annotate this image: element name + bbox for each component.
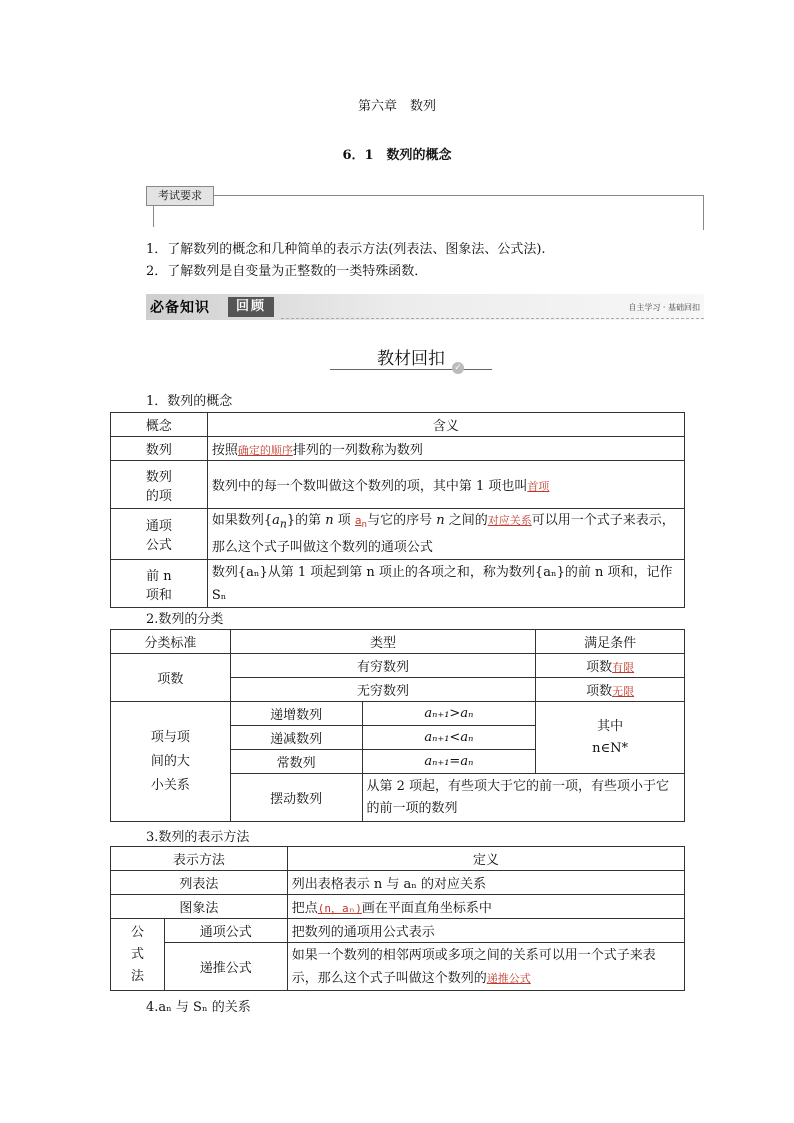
table-cell-type: 递减数列 bbox=[230, 726, 362, 750]
answer-blank: (n，aₙ) bbox=[317, 902, 362, 915]
table-header-cell: 概念 bbox=[111, 413, 208, 437]
text: 与它的序号 bbox=[367, 513, 437, 528]
variable: n bbox=[436, 513, 445, 528]
text: n∈N* bbox=[592, 740, 629, 756]
table-cell-condition bbox=[536, 678, 685, 702]
text: 法 bbox=[130, 968, 144, 984]
table-cell-criterion: 项数 bbox=[111, 654, 231, 702]
text: 如果一个数列的相邻两项或多项之间的关系可以用一个式子来表示，那么这个式子叫做这个数列的 bbox=[291, 947, 656, 986]
answer-blank: 无限 bbox=[612, 685, 635, 698]
check-icon: ✓ bbox=[452, 362, 464, 374]
text: 可以用一个式子来表示，那么这个式子叫做这个数列的通项公式 bbox=[211, 513, 675, 556]
table-cell-definition bbox=[207, 437, 684, 461]
text: 项数 bbox=[586, 660, 613, 675]
variable: n bbox=[325, 513, 334, 528]
table-cell-note bbox=[536, 702, 685, 774]
classification-table bbox=[110, 629, 685, 822]
section-title: 6．1 数列的概念 bbox=[342, 148, 452, 163]
table-cell-term: 数列 bbox=[111, 437, 208, 461]
table-cell-term bbox=[111, 560, 208, 608]
answer-blank: 递推公式 bbox=[486, 971, 531, 985]
divider bbox=[153, 205, 154, 227]
representation-table bbox=[110, 846, 685, 991]
text: 项 bbox=[333, 513, 355, 528]
banner-right-text: 自主学习 · 基础回扣 bbox=[628, 303, 700, 312]
divider bbox=[330, 369, 492, 370]
table-cell-definition bbox=[207, 461, 684, 509]
text: 其中 bbox=[597, 718, 624, 734]
exam-requirement-item: 1．了解数列的概念和几种简单的表示方法(列表法、图象法、公式法). bbox=[146, 242, 546, 257]
divider bbox=[146, 195, 703, 196]
table-cell-term bbox=[111, 461, 208, 509]
text: 项和 bbox=[145, 587, 172, 603]
text: 数列中的每一个数叫做这个数列的项，其中第 1 项也叫 bbox=[211, 479, 528, 494]
table-cell-method: 递推公式 bbox=[164, 943, 287, 991]
answer-blank: 对应关系 bbox=[487, 514, 532, 527]
text: 排列的一列数称为数列 bbox=[292, 443, 423, 458]
exam-requirements-box bbox=[146, 186, 704, 230]
exam-requirement-item: 2．了解数列是自变量为正整数的一类特殊函数． bbox=[146, 264, 428, 279]
table-cell-method: 通项公式 bbox=[164, 919, 287, 943]
text: 如果数列{ bbox=[211, 513, 273, 528]
table-cell-method-group bbox=[111, 919, 165, 991]
text: 项数 bbox=[586, 684, 613, 699]
chapter-title: 第六章 数列 bbox=[357, 99, 436, 114]
table-header-cell: 表示方法 bbox=[111, 847, 288, 871]
exam-requirements-tab: 考试要求 bbox=[146, 186, 214, 206]
text: 数列 bbox=[145, 469, 172, 485]
table-header-cell: 定义 bbox=[287, 847, 684, 871]
table-header-cell: 含义 bbox=[207, 413, 684, 437]
table-cell-condition: aₙ₊₁>aₙ bbox=[362, 702, 536, 726]
table-cell-definition bbox=[287, 895, 684, 919]
variable: a bbox=[272, 513, 280, 528]
table-header-cell: 类型 bbox=[230, 630, 535, 654]
divider bbox=[703, 195, 704, 230]
table-cell-condition bbox=[536, 654, 685, 678]
text: 画在平面直角坐标系中 bbox=[361, 901, 492, 916]
table-cell-definition: 列出表格表示 n 与 aₙ 的对应关系 bbox=[287, 871, 684, 895]
table-header-cell: 满足条件 bbox=[536, 630, 685, 654]
answer-blank: 确定的顺序 bbox=[237, 444, 293, 457]
divider bbox=[281, 318, 704, 319]
answer-blank: 有限 bbox=[612, 661, 635, 674]
table-cell-type: 无穷数列 bbox=[230, 678, 535, 702]
textbook-review-heading bbox=[330, 344, 492, 374]
text: 项与项 bbox=[150, 729, 190, 745]
section-heading: 3.数列的表示方法 bbox=[146, 830, 250, 845]
text: 间的大 bbox=[150, 753, 190, 769]
text: n bbox=[361, 519, 368, 531]
text: 按照 bbox=[211, 443, 238, 458]
table-cell-method: 图象法 bbox=[111, 895, 288, 919]
text: 之间的 bbox=[444, 513, 488, 528]
table-cell-type: 递增数列 bbox=[230, 702, 362, 726]
concept-table bbox=[110, 412, 685, 608]
table-cell-type: 摆动数列 bbox=[230, 774, 362, 822]
table-cell-definition: 把数列的通项用公式表示 bbox=[287, 919, 684, 943]
table-cell-definition: 数列{aₙ}从第 1 项起到第 n 项止的各项之和，称为数列{aₙ}的前 n 项和，记作 Sₙ bbox=[207, 560, 684, 608]
banner-highlight-text: 回顾 bbox=[228, 297, 274, 317]
section-heading: 2.数列的分类 bbox=[146, 612, 224, 627]
text: 式 bbox=[130, 946, 144, 962]
table-cell-condition: aₙ₊₁<aₙ bbox=[362, 726, 536, 750]
text: 前 n bbox=[146, 568, 172, 584]
answer-blank: 首项 bbox=[527, 480, 550, 493]
variable: n bbox=[279, 517, 287, 531]
table-cell-criterion bbox=[111, 702, 231, 822]
section-heading: 4.aₙ 与 Sₙ 的关系 bbox=[146, 1000, 251, 1015]
text: 的项 bbox=[145, 488, 172, 504]
table-cell-condition: aₙ₊₁=aₙ bbox=[362, 750, 536, 774]
table-cell-condition: 从第 2 项起，有些项大于它的前一项，有些项小于它的前一项的数列 bbox=[362, 774, 685, 822]
table-cell-definition bbox=[207, 509, 684, 560]
text: 公式 bbox=[145, 538, 172, 554]
text: 把点 bbox=[291, 901, 318, 916]
section-heading: 1．数列的概念 bbox=[146, 394, 233, 409]
table-cell-type: 有穷数列 bbox=[230, 654, 535, 678]
text: 通项 bbox=[145, 519, 172, 535]
text: }的第 bbox=[286, 513, 326, 528]
textbook-review-text: 教材回扣 bbox=[377, 349, 445, 369]
table-cell-type: 常数列 bbox=[230, 750, 362, 774]
text: 公 bbox=[130, 924, 144, 940]
answer-blank bbox=[354, 514, 368, 531]
table-cell-term bbox=[111, 509, 208, 560]
text: 小关系 bbox=[150, 777, 190, 793]
table-header-cell: 分类标准 bbox=[111, 630, 231, 654]
text: a bbox=[354, 514, 362, 527]
table-cell-method: 列表法 bbox=[111, 871, 288, 895]
table-cell-definition bbox=[287, 943, 684, 991]
banner-left-text: 必备知识 bbox=[150, 300, 210, 316]
knowledge-review-banner bbox=[146, 294, 704, 320]
